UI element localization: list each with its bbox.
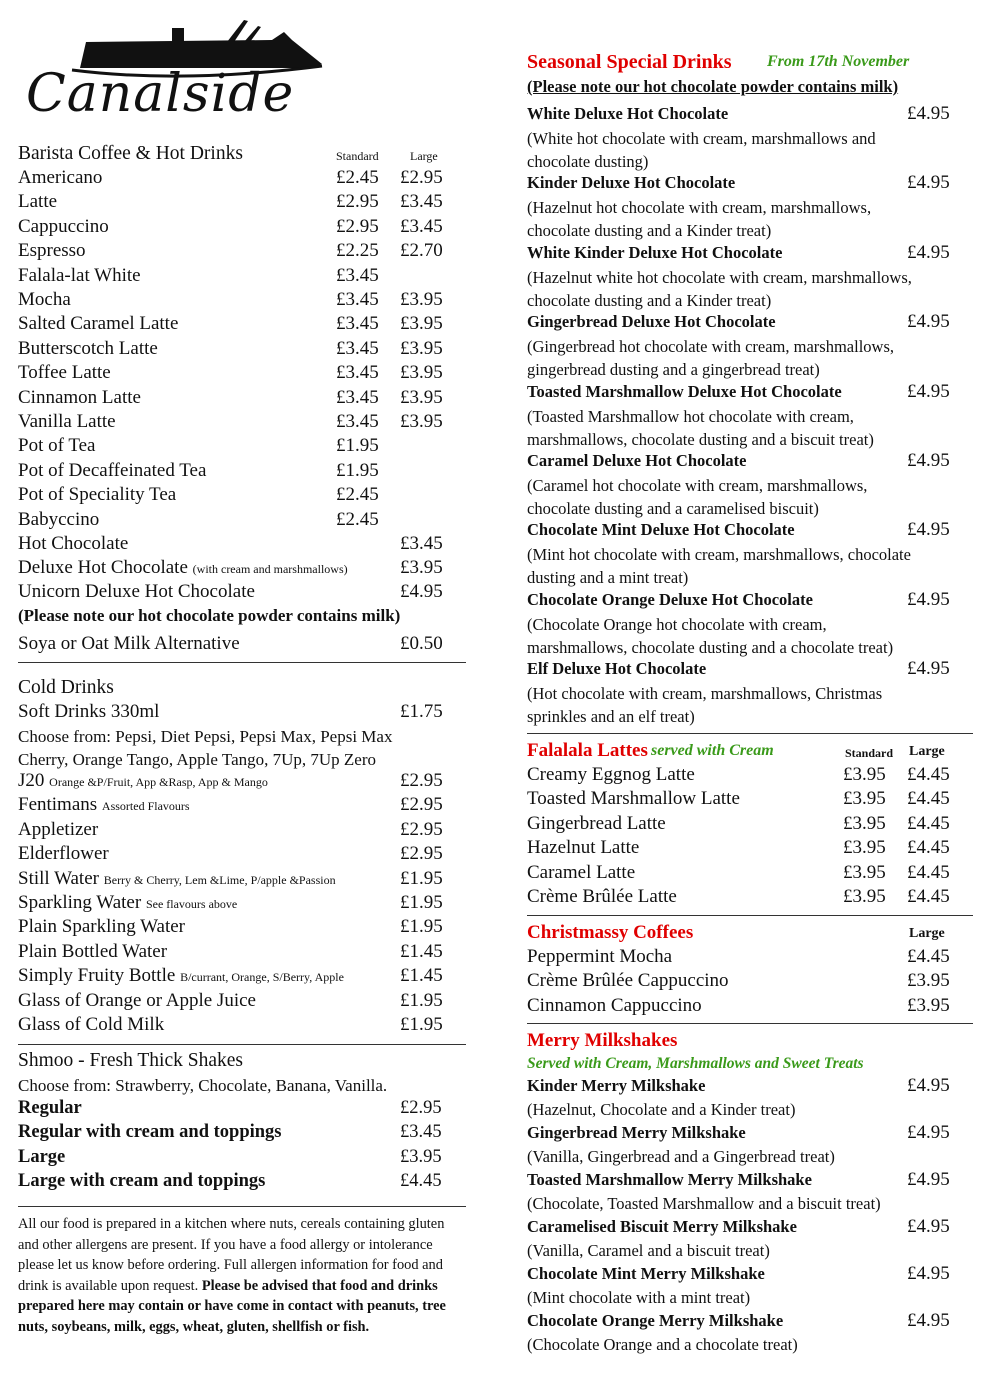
menu-row bbox=[18, 434, 466, 458]
menu-row bbox=[527, 861, 973, 885]
item-price: £1.45 bbox=[400, 940, 443, 962]
unicorn-name: Unicorn Deluxe Hot Chocolate bbox=[18, 581, 255, 602]
item-description: (Vanilla, Caramel and a biscuit treat) bbox=[527, 1241, 770, 1260]
item-name: Toasted Marshmallow Deluxe Hot Chocolate bbox=[527, 381, 842, 401]
soft-drinks-name: Soft Drinks 330ml bbox=[18, 701, 160, 722]
item-name: Glass of Orange or Apple Juice bbox=[18, 989, 256, 1011]
menu-row bbox=[18, 239, 466, 263]
item-description: dusting and a mint treat) bbox=[527, 568, 689, 588]
item-name: Peppermint Mocha bbox=[527, 946, 673, 967]
item-description: (Caramel hot chocolate with cream, marshmallows, bbox=[527, 476, 868, 495]
item-name: Kinder Deluxe Hot Chocolate bbox=[527, 173, 736, 193]
standard-price: £3.45 bbox=[336, 313, 379, 335]
item-price: £4.95 bbox=[907, 519, 950, 541]
item-description: (Hazelnut hot chocolate with cream, marshmallows, bbox=[527, 198, 872, 218]
falalala-col-standard: Standard bbox=[845, 746, 894, 760]
item-name: White Deluxe Hot Chocolate bbox=[527, 104, 729, 123]
item-name: Simply Fruity Bottle bbox=[18, 965, 176, 987]
item-name: Fentimans bbox=[18, 794, 98, 816]
item-name: Caramelised Biscuit Merry Milkshake bbox=[527, 1217, 797, 1236]
seasonal-note: (Please note our hot chocolate powder contains milk) bbox=[527, 77, 899, 96]
item-description: (Mint hot chocolate with cream, marshmallows, chocolate bbox=[527, 545, 911, 565]
item-name: Falala-lat White bbox=[18, 264, 141, 286]
allergen-plain: All our food is prepared in a kitchen where nuts, cereals containing gluten and other allergens are present. If you have a food allergy or intolerance please let us know before ordering. Full allergen information for food and drink is available upon request. bbox=[18, 1216, 445, 1294]
menu-row bbox=[527, 945, 973, 969]
item-name: Hot Chocolate bbox=[18, 533, 129, 554]
standard-price: £2.45 bbox=[336, 508, 379, 530]
item-label bbox=[18, 964, 344, 989]
standard-price: £2.95 bbox=[336, 191, 379, 213]
item-name: Toasted Marshmallow Latte bbox=[527, 788, 740, 810]
menu-row bbox=[527, 1074, 973, 1098]
item-description: gingerbread dusting and a gingerbread treat) bbox=[527, 360, 820, 380]
item-price: £4.95 bbox=[907, 450, 950, 471]
divider bbox=[18, 1206, 466, 1207]
item-label bbox=[18, 793, 190, 818]
item-name: Plain Bottled Water bbox=[18, 940, 168, 962]
menu-row bbox=[527, 812, 973, 836]
menu-row bbox=[18, 964, 466, 988]
item-price: £1.45 bbox=[400, 965, 443, 987]
item-description: (Hazelnut white hot chocolate with cream, marshmallows, bbox=[527, 267, 912, 287]
divider bbox=[527, 1023, 973, 1024]
divider bbox=[527, 915, 973, 916]
menu-row bbox=[527, 836, 973, 860]
menu-row bbox=[527, 1168, 973, 1192]
item-label bbox=[18, 891, 237, 916]
item-price: £2.95 bbox=[400, 843, 443, 865]
item-name: Cinnamon Latte bbox=[18, 386, 141, 408]
soya-row bbox=[18, 632, 466, 656]
item-description: marshmallows, chocolate dusting and a chocolate treat) bbox=[527, 637, 894, 657]
barista-header bbox=[18, 142, 466, 166]
item-note: Berry & Cherry, Lem &Lime, P/apple &Passion bbox=[103, 872, 336, 887]
menu-row bbox=[527, 518, 973, 542]
standard-price: £3.45 bbox=[336, 386, 379, 408]
allergen-bold: Please be advised that food and drinks prepared here may contain or have come in contact with peanuts, tree nuts, soybeans, milk, eggs, wheat, gluten, shellfish or fish. bbox=[18, 1277, 446, 1335]
christmassy-col-large: Large bbox=[909, 926, 945, 941]
item-name: Gingerbread Deluxe Hot Chocolate bbox=[527, 312, 776, 332]
standard-price: £3.45 bbox=[336, 411, 379, 432]
menu-row bbox=[18, 1096, 466, 1120]
item-label bbox=[18, 818, 98, 843]
item-label bbox=[18, 989, 256, 1014]
unicorn-row bbox=[18, 580, 466, 604]
standard-price: £1.95 bbox=[336, 459, 379, 481]
menu-row bbox=[527, 102, 973, 126]
item-description: marshmallows, chocolate dusting and a biscuit treat) bbox=[527, 429, 874, 449]
item-name: Salted Caramel Latte bbox=[18, 313, 179, 335]
menu-row bbox=[527, 380, 973, 404]
milkshakes-title: Merry Milkshakes bbox=[527, 1030, 678, 1051]
item-price: £4.95 bbox=[907, 588, 950, 610]
item-description: (Vanilla, Gingerbread and a Gingerbread treat) bbox=[527, 1147, 835, 1166]
milk-note: (Please note our hot chocolate powder contains milk) bbox=[18, 606, 401, 625]
standard-price: £3.45 bbox=[336, 289, 379, 310]
deluxe-note: (with cream and marshmallows) bbox=[192, 562, 348, 576]
large-price: £4.45 bbox=[907, 837, 950, 859]
seasonal-subtitle: From 17th November bbox=[767, 53, 910, 70]
menu-row bbox=[18, 867, 466, 891]
item-price: £2.95 bbox=[400, 770, 443, 791]
item-price: £2.95 bbox=[400, 794, 443, 816]
item-price: £4.95 bbox=[907, 311, 950, 333]
menu-row bbox=[18, 166, 466, 190]
menu-row bbox=[18, 1013, 466, 1037]
item-description: (Chocolate Orange and a chocolate treat) bbox=[527, 1335, 798, 1354]
menu-row bbox=[18, 264, 466, 288]
large-price: £3.95 bbox=[400, 313, 443, 335]
unicorn-price: £4.95 bbox=[400, 581, 443, 602]
item-note: Orange &P/Fruit, App &Rasp, App & Mango bbox=[49, 775, 268, 789]
item-price: £4.95 bbox=[907, 241, 950, 263]
item-label bbox=[18, 915, 185, 940]
soft-choose-2: Cherry, Orange Tango, Apple Tango, 7Up, 7Up Zero bbox=[18, 750, 377, 769]
large-price: £3.95 bbox=[400, 362, 443, 384]
item-price: £4.95 bbox=[907, 658, 950, 680]
divider bbox=[527, 733, 973, 734]
item-price: £4.95 bbox=[907, 1310, 950, 1331]
menu-row bbox=[18, 361, 466, 385]
menu-row bbox=[527, 1121, 973, 1145]
item-name: Cappuccino bbox=[18, 215, 109, 237]
item-price: £1.95 bbox=[400, 892, 443, 913]
item-price: £3.45 bbox=[400, 1122, 442, 1143]
menu-row bbox=[18, 842, 466, 866]
item-price: £4.45 bbox=[907, 946, 950, 967]
item-name: Sparkling Water bbox=[18, 892, 142, 913]
item-description: (White hot chocolate with cream, marshmallows and bbox=[527, 129, 876, 148]
large-price: £4.45 bbox=[907, 886, 950, 907]
menu-row bbox=[18, 891, 466, 915]
menu-row bbox=[18, 483, 466, 507]
menu-row bbox=[18, 386, 466, 410]
item-name: Elderflower bbox=[18, 843, 109, 865]
menu-row bbox=[527, 171, 973, 195]
item-name: Large bbox=[18, 1146, 66, 1167]
item-name: Hazelnut Latte bbox=[527, 837, 640, 859]
item-price: £3.95 bbox=[907, 970, 950, 992]
item-description: chocolate dusting and a Kinder treat) bbox=[527, 290, 772, 310]
large-price: £3.95 bbox=[400, 386, 443, 408]
item-label bbox=[18, 1013, 164, 1038]
soft-drinks-row bbox=[18, 700, 466, 724]
large-price: £2.95 bbox=[400, 167, 443, 188]
standard-price: £1.95 bbox=[336, 435, 379, 457]
standard-price: £3.95 bbox=[843, 812, 886, 834]
menu-row bbox=[18, 312, 466, 336]
menu-row bbox=[18, 288, 466, 312]
menu-row bbox=[18, 989, 466, 1013]
menu-row bbox=[18, 940, 466, 964]
large-price: £2.70 bbox=[400, 240, 443, 262]
standard-price: £3.45 bbox=[336, 337, 379, 359]
item-price: £3.95 bbox=[907, 994, 950, 1016]
large-price: £3.95 bbox=[400, 337, 443, 359]
item-name: Appletizer bbox=[18, 818, 99, 840]
item-price: £1.95 bbox=[400, 867, 443, 889]
item-name: Crème Brûlée Cappuccino bbox=[527, 970, 729, 992]
item-description: chocolate dusting and a caramelised biscuit) bbox=[527, 499, 819, 518]
shakes-header bbox=[18, 1049, 466, 1073]
item-note: B/currant, Orange, S/Berry, Apple bbox=[180, 970, 344, 985]
menu-row bbox=[527, 449, 973, 473]
soya-price: £0.50 bbox=[400, 633, 443, 654]
menu-row bbox=[527, 310, 973, 334]
large-price: £3.45 bbox=[400, 215, 443, 237]
menu-row bbox=[18, 915, 466, 939]
falalala-header bbox=[527, 739, 973, 763]
item-price: £3.95 bbox=[400, 1146, 442, 1167]
item-name: Espresso bbox=[18, 240, 86, 262]
menu-row bbox=[18, 508, 466, 532]
item-price: £4.95 bbox=[907, 103, 950, 124]
item-name: Kinder Merry Milkshake bbox=[527, 1076, 706, 1095]
item-price: £2.95 bbox=[400, 818, 443, 840]
item-name: Regular with cream and toppings bbox=[18, 1122, 282, 1143]
standard-price: £3.95 bbox=[843, 764, 886, 785]
item-name: Regular bbox=[18, 1098, 82, 1118]
item-price: £1.95 bbox=[400, 916, 443, 938]
item-name: Caramel Deluxe Hot Chocolate bbox=[527, 451, 747, 470]
deluxe-name: Deluxe Hot Chocolate bbox=[18, 557, 188, 578]
item-name: Pot of Speciality Tea bbox=[18, 484, 177, 506]
shakes-choose: Choose from: Strawberry, Chocolate, Banana, Vanilla. bbox=[18, 1076, 388, 1095]
menu-row bbox=[18, 410, 466, 434]
item-name: Vanilla Latte bbox=[18, 411, 116, 432]
divider bbox=[18, 662, 466, 663]
standard-price: £3.95 bbox=[843, 788, 886, 810]
menu-row bbox=[18, 190, 466, 214]
item-description: (Mint chocolate with a mint treat) bbox=[527, 1288, 751, 1307]
item-name: Mocha bbox=[18, 289, 71, 310]
brand-name: Canalside bbox=[26, 64, 295, 124]
menu-row bbox=[18, 459, 466, 483]
item-name: Still Water bbox=[18, 867, 99, 889]
item-name: Glass of Cold Milk bbox=[18, 1014, 165, 1035]
item-name: Pot of Tea bbox=[18, 435, 96, 457]
falalala-title: Falalala Lattes bbox=[527, 740, 648, 761]
item-label bbox=[18, 867, 336, 892]
item-description: (Toasted Marshmallow hot chocolate with cream, bbox=[527, 406, 854, 426]
item-name: Caramel Latte bbox=[527, 861, 636, 883]
item-price: £4.95 bbox=[907, 380, 950, 402]
milkshakes-subtitle: Served with Cream, Marshmallows and Sweet Treats bbox=[527, 1055, 864, 1072]
item-name: Crème Brûlée Latte bbox=[527, 886, 677, 907]
menu-row bbox=[527, 1215, 973, 1239]
large-price: £3.45 bbox=[400, 533, 443, 554]
item-name: Latte bbox=[18, 191, 58, 213]
menu-row bbox=[527, 241, 973, 265]
large-price: £3.95 bbox=[400, 289, 443, 310]
item-name: Gingerbread Merry Milkshake bbox=[527, 1123, 746, 1142]
item-price: £4.95 bbox=[907, 1263, 950, 1284]
item-name: Pot of Decaffeinated Tea bbox=[18, 459, 207, 481]
shakes-title: Shmoo - Fresh Thick Shakes bbox=[18, 1050, 243, 1071]
seasonal-title: Seasonal Special Drinks bbox=[527, 51, 732, 73]
item-label bbox=[18, 940, 167, 965]
item-price: £2.95 bbox=[400, 1098, 442, 1118]
item-description: chocolate dusting) bbox=[527, 152, 649, 171]
item-name: Chocolate Orange Merry Milkshake bbox=[527, 1311, 784, 1330]
item-price: £1.95 bbox=[400, 989, 443, 1011]
canalside-logo bbox=[22, 18, 332, 128]
standard-price: £2.45 bbox=[336, 484, 379, 506]
menu-row bbox=[18, 337, 466, 361]
col-large: Large bbox=[410, 149, 438, 163]
menu-row bbox=[527, 885, 973, 909]
item-note: See flavours above bbox=[145, 897, 238, 911]
item-name: Chocolate Orange Deluxe Hot Chocolate bbox=[527, 589, 813, 609]
item-name: Toasted Marshmallow Merry Milkshake bbox=[527, 1170, 812, 1189]
item-name: Elf Deluxe Hot Chocolate bbox=[527, 659, 707, 679]
deluxe-price: £3.95 bbox=[400, 557, 443, 578]
menu-row bbox=[527, 657, 973, 681]
large-price: £3.95 bbox=[400, 411, 443, 432]
item-description: (Chocolate Orange hot chocolate with cream, bbox=[527, 614, 827, 634]
standard-price: £2.45 bbox=[336, 167, 379, 188]
item-price: £4.95 bbox=[907, 1169, 950, 1190]
item-price: £4.95 bbox=[907, 1075, 950, 1096]
christmassy-header bbox=[527, 921, 973, 945]
large-price: £4.45 bbox=[907, 764, 950, 785]
menu-row bbox=[18, 793, 466, 817]
menu-row bbox=[18, 818, 466, 842]
allergen-notice bbox=[18, 1214, 466, 1337]
menu-row bbox=[18, 1120, 466, 1144]
menu-row bbox=[18, 1145, 466, 1169]
menu-row bbox=[527, 1262, 973, 1286]
item-name: J20 bbox=[18, 770, 45, 791]
item-price: £4.95 bbox=[907, 1122, 950, 1143]
item-description: (Chocolate, Toasted Marshmallow and a biscuit treat) bbox=[527, 1194, 881, 1213]
cold-title: Cold Drinks bbox=[18, 677, 114, 698]
item-price: £1.95 bbox=[400, 1014, 443, 1035]
item-name: White Kinder Deluxe Hot Chocolate bbox=[527, 242, 783, 262]
deluxe-row bbox=[18, 556, 466, 580]
milkshakes-header bbox=[527, 1029, 973, 1053]
standard-price: £3.95 bbox=[843, 837, 886, 859]
item-description: (Hot chocolate with cream, marshmallows, Christmas bbox=[527, 684, 883, 704]
large-price: £4.45 bbox=[907, 788, 950, 810]
large-price: £4.45 bbox=[907, 812, 950, 834]
christmassy-title: Christmassy Coffees bbox=[527, 922, 694, 943]
item-name: Babyccino bbox=[18, 508, 100, 530]
menu-row bbox=[18, 769, 466, 793]
large-price: £4.45 bbox=[907, 861, 950, 883]
item-note: Assorted Flavours bbox=[101, 799, 190, 814]
large-price: £3.45 bbox=[400, 191, 443, 213]
menu-row bbox=[527, 969, 973, 993]
item-name: Butterscotch Latte bbox=[18, 337, 158, 359]
soya-name: Soya or Oat Milk Alternative bbox=[18, 633, 240, 654]
standard-price: £3.45 bbox=[336, 264, 379, 286]
item-price: £4.95 bbox=[907, 1216, 950, 1237]
item-price: £4.95 bbox=[907, 172, 950, 194]
cold-header bbox=[18, 676, 466, 700]
standard-price: £3.95 bbox=[843, 886, 886, 907]
item-name: Toffee Latte bbox=[18, 362, 111, 384]
item-description: (Hazelnut, Chocolate and a Kinder treat) bbox=[527, 1100, 796, 1119]
menu-row bbox=[18, 1169, 466, 1193]
falalala-col-large: Large bbox=[909, 744, 945, 759]
menu-row bbox=[18, 532, 466, 556]
menu-row bbox=[527, 1309, 973, 1333]
soft-choose-1: Choose from: Pepsi, Diet Pepsi, Pepsi Max, Pepsi Max bbox=[18, 727, 393, 746]
item-price: £4.45 bbox=[400, 1171, 442, 1192]
item-name: Cinnamon Cappuccino bbox=[527, 994, 702, 1016]
seasonal-header bbox=[527, 50, 973, 76]
soft-drinks-price: £1.75 bbox=[400, 701, 443, 722]
menu-row bbox=[527, 994, 973, 1018]
item-name: Creamy Eggnog Latte bbox=[527, 764, 695, 785]
falalala-subtitle: served with Cream bbox=[651, 742, 774, 759]
item-label bbox=[18, 769, 268, 794]
item-description: sprinkles and an elf treat) bbox=[527, 707, 695, 727]
item-name: Plain Sparkling Water bbox=[18, 916, 185, 938]
item-description: chocolate dusting and a Kinder treat) bbox=[527, 221, 772, 241]
item-name: Gingerbread Latte bbox=[527, 812, 666, 834]
col-standard: Standard bbox=[336, 149, 379, 163]
standard-price: £3.95 bbox=[843, 861, 886, 883]
standard-price: £3.45 bbox=[336, 362, 379, 384]
item-description: (Gingerbread hot chocolate with cream, marshmallows, bbox=[527, 337, 894, 357]
item-name: Americano bbox=[18, 167, 103, 188]
barista-title: Barista Coffee & Hot Drinks bbox=[18, 143, 243, 164]
item-name: Chocolate Mint Deluxe Hot Chocolate bbox=[527, 520, 795, 540]
menu-row bbox=[527, 763, 973, 787]
item-name: Chocolate Mint Merry Milkshake bbox=[527, 1264, 765, 1283]
standard-price: £2.25 bbox=[336, 240, 379, 262]
item-name: Large with cream and toppings bbox=[18, 1171, 266, 1192]
menu-row bbox=[527, 588, 973, 612]
item-label bbox=[18, 842, 109, 867]
menu-row bbox=[527, 787, 973, 811]
divider bbox=[18, 1044, 466, 1045]
standard-price: £2.95 bbox=[336, 215, 379, 237]
menu-row bbox=[18, 215, 466, 239]
